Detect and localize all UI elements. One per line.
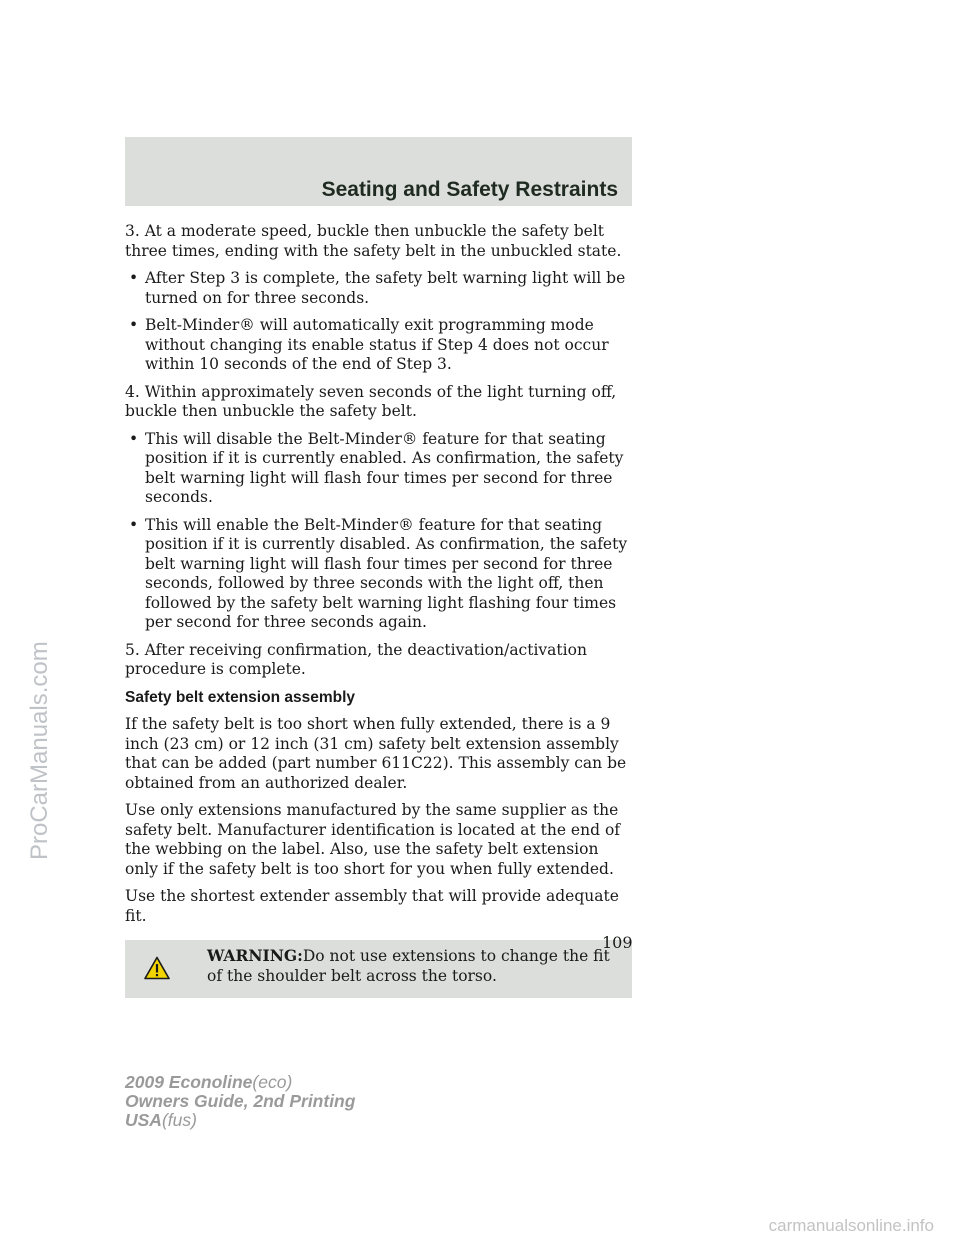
footer-model: 2009 Econoline xyxy=(125,1072,253,1092)
footer-model-code: (eco) xyxy=(252,1072,293,1092)
footer-region-code: (fus) xyxy=(161,1110,197,1130)
footer-line-3 xyxy=(125,1111,355,1130)
bullet-text: This will disable the Belt-Minder® feature for that seating position if it is currently enabled. As confirmation, the safety belt warning light will flash four times per second for three seconds. xyxy=(145,429,624,506)
step-5-text: 5. After receiving confirmation, the deactivation/activation procedure is complete. xyxy=(125,640,587,678)
extension-paragraph-3: Use the shortest extender assembly that will provide adequate fit. xyxy=(125,887,619,925)
bullet-icon: • xyxy=(129,515,139,534)
extension-paragraph-2: Use only extensions manufactured by the same supplier as the safety belt. Manufacturer identification is located at the end of the webbing on the label. Also, use the safety belt extension only if the safety belt is too short for you when fully extended. xyxy=(125,801,621,878)
bullet-icon: • xyxy=(129,429,139,448)
bottom-watermark: carmanualsonline.info xyxy=(768,1216,934,1235)
footer-region: USA xyxy=(125,1110,162,1130)
bullet-icon: • xyxy=(129,269,139,287)
warning-text: Do not use extensions to change the fit of the shoulder belt across the torso. xyxy=(207,947,610,985)
step-4-text: 4. Within approximately seven seconds of the light turning off, buckle then unbuckle the safety belt. xyxy=(125,382,617,420)
page-content xyxy=(125,222,632,998)
section-header-band xyxy=(125,137,632,206)
extension-paragraph-1: If the safety belt is too short when fully extended, there is a 9 inch (23 cm) or 12 inch (31 cm) safety belt extension assembly that can be added (part number 611C22). This assembly can be obtained from an authorized dealer. xyxy=(125,715,627,792)
bullet-item xyxy=(125,316,632,375)
page-number: 109 xyxy=(602,933,633,952)
bullet-item xyxy=(125,516,632,633)
section-title: Seating and Safety Restraints xyxy=(321,178,618,201)
side-watermark: ProCarManuals.com xyxy=(26,641,53,860)
bullet-item xyxy=(125,269,632,308)
warning-label: WARNING: xyxy=(207,946,303,965)
bullet-text: After Step 3 is complete, the safety belt warning light will be turned on for three seconds. xyxy=(145,269,626,307)
warning-triangle-icon xyxy=(144,956,170,980)
bullet-text: Belt-Minder® will automatically exit programming mode without changing its enable status if Step 4 does not occur within 10 seconds of the end of Step 3. xyxy=(145,316,609,373)
extension-heading: Safety belt extension assembly xyxy=(125,688,356,706)
warning-box xyxy=(125,940,632,998)
footer-line-1 xyxy=(125,1073,355,1092)
footer-line-2: Owners Guide, 2nd Printing xyxy=(125,1091,356,1111)
bullet-item xyxy=(125,430,632,508)
bullet-text: This will enable the Belt-Minder® feature for that seating position if it is currently disabled. As confirmation, the safety belt warning light will flash four times per second for three seconds, followed by three seconds with the light off, then followed by the safety belt warning light flashing four times per second for three seconds again. xyxy=(145,515,628,631)
bullet-icon: • xyxy=(129,316,139,334)
step-3-text: 3. At a moderate speed, buckle then unbuckle the safety belt three times, ending with the safety belt in the unbuckled state. xyxy=(125,222,622,260)
footer-info xyxy=(125,1073,355,1130)
